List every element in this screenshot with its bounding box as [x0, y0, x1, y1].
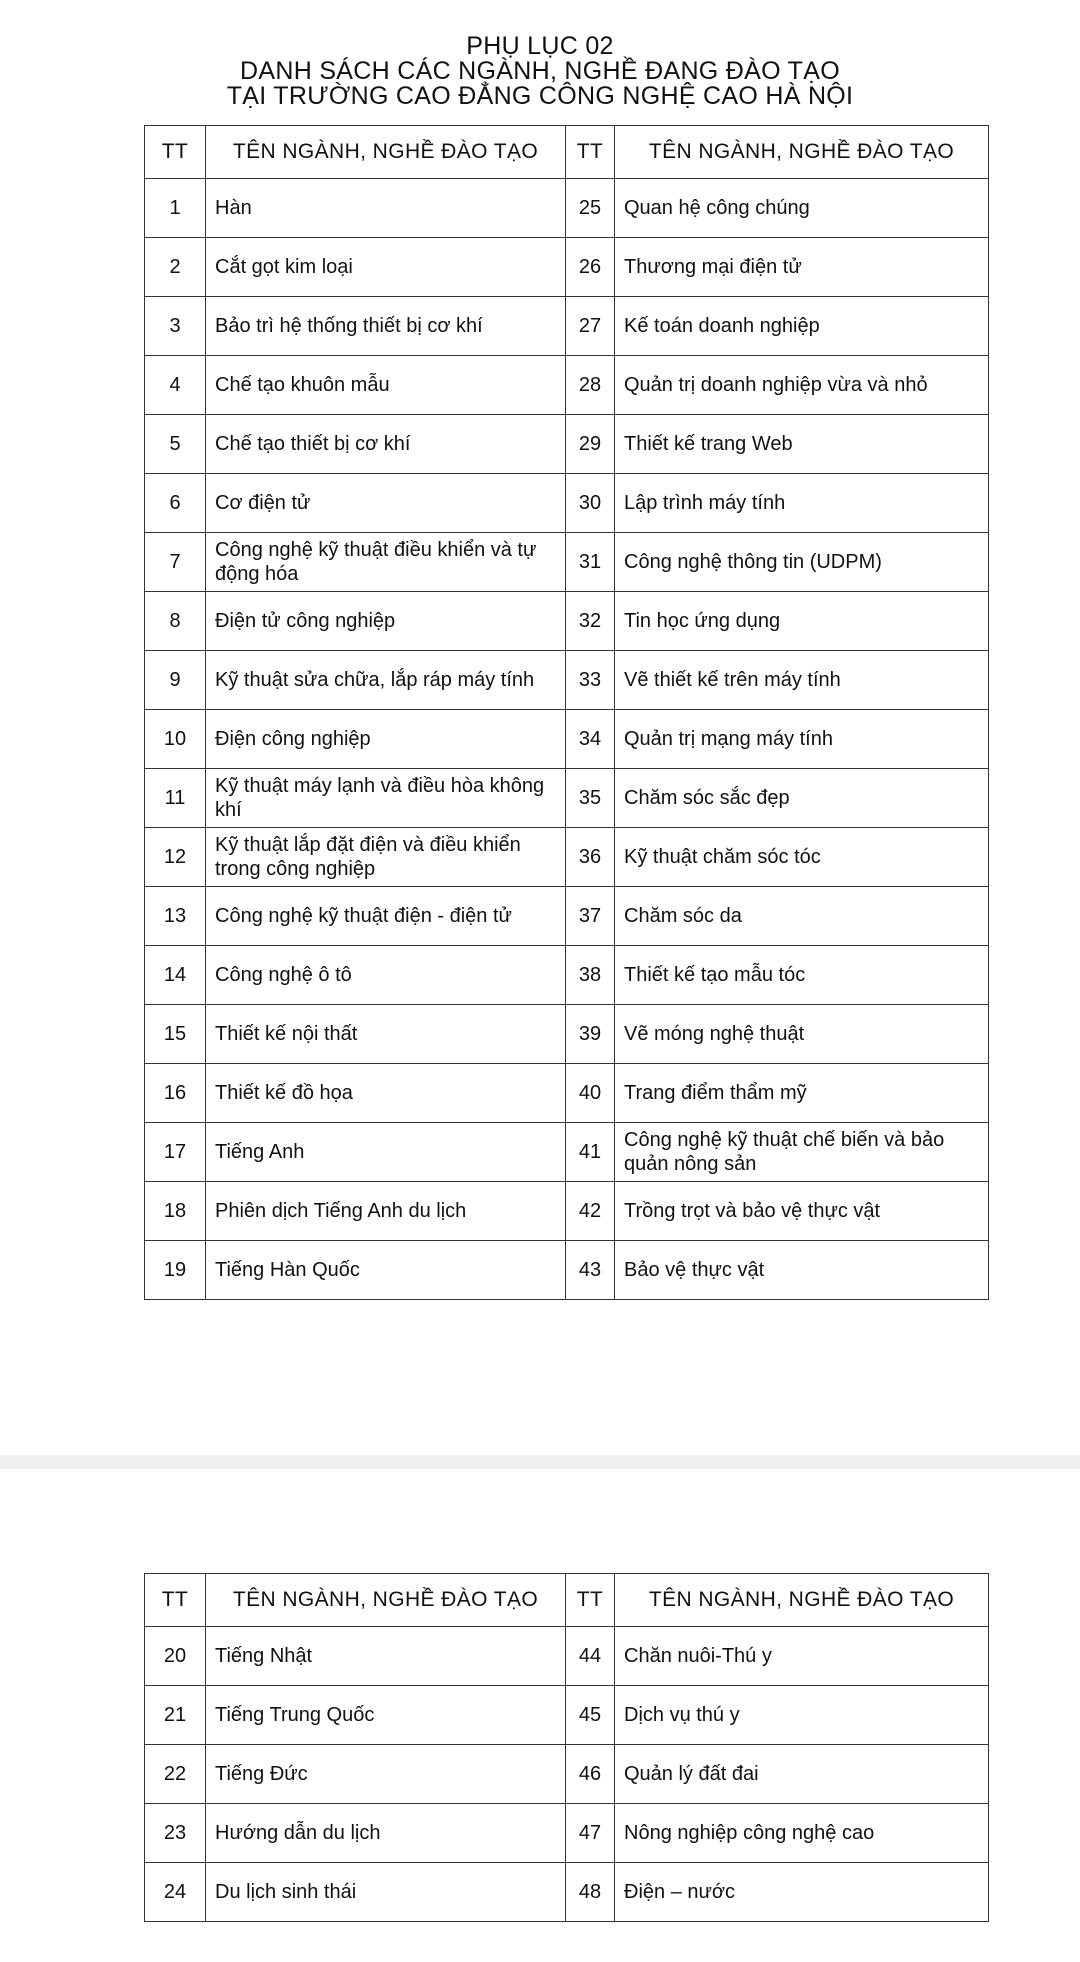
row-number-right: 41	[566, 1123, 615, 1182]
row-number-left: 13	[145, 887, 206, 946]
program-name-right: Trồng trọt và bảo vệ thực vật	[615, 1182, 989, 1241]
row-number-right: 38	[566, 946, 615, 1005]
row-number-right: 34	[566, 710, 615, 769]
row-number-right: 35	[566, 769, 615, 828]
row-number-left: 21	[145, 1686, 206, 1745]
header-name-left: TÊN NGÀNH, NGHỀ ĐÀO TẠO	[206, 1574, 566, 1627]
table-row	[145, 769, 989, 828]
program-name-right: Thương mại điện tử	[615, 238, 989, 297]
table-row	[145, 651, 989, 710]
table-row	[145, 297, 989, 356]
page-separator	[0, 1455, 1080, 1469]
program-name-left: Cơ điện tử	[206, 474, 566, 533]
program-name-left: Tiếng Hàn Quốc	[206, 1241, 566, 1300]
row-number-right: 32	[566, 592, 615, 651]
table-row	[145, 828, 989, 887]
row-number-left: 2	[145, 238, 206, 297]
program-name-left: Kỹ thuật sửa chữa, lắp ráp máy tính	[206, 651, 566, 710]
row-number-right: 26	[566, 238, 615, 297]
row-number-left: 22	[145, 1745, 206, 1804]
program-name-right: Thiết kế trang Web	[615, 415, 989, 474]
program-name-left: Thiết kế nội thất	[206, 1005, 566, 1064]
table-row	[145, 710, 989, 769]
table-row	[145, 1005, 989, 1064]
row-number-left: 18	[145, 1182, 206, 1241]
appendix-label: PHỤ LỤC 02	[466, 32, 614, 60]
row-number-left: 4	[145, 356, 206, 415]
program-name-left: Tiếng Anh	[206, 1123, 566, 1182]
row-number-right: 45	[566, 1686, 615, 1745]
program-name-right: Bảo vệ thực vật	[615, 1241, 989, 1300]
program-name-left: Bảo trì hệ thống thiết bị cơ khí	[206, 297, 566, 356]
table-row	[145, 1745, 989, 1804]
program-name-right: Kế toán doanh nghiệp	[615, 297, 989, 356]
table-row	[145, 1863, 989, 1922]
row-number-left: 6	[145, 474, 206, 533]
table-row	[145, 179, 989, 238]
program-name-left: Công nghệ kỹ thuật điện - điện tử	[206, 887, 566, 946]
row-number-left: 20	[145, 1627, 206, 1686]
program-name-right: Vẽ móng nghệ thuật	[615, 1005, 989, 1064]
program-name-left: Chế tạo thiết bị cơ khí	[206, 415, 566, 474]
row-number-left: 15	[145, 1005, 206, 1064]
table-row	[145, 238, 989, 297]
row-number-left: 14	[145, 946, 206, 1005]
program-name-left: Điện tử công nghiệp	[206, 592, 566, 651]
table-body-1	[145, 179, 989, 1300]
row-number-left: 24	[145, 1863, 206, 1922]
program-name-right: Chăn nuôi-Thú y	[615, 1627, 989, 1686]
program-name-left: Công nghệ ô tô	[206, 946, 566, 1005]
program-name-left: Tiếng Nhật	[206, 1627, 566, 1686]
program-name-left: Hàn	[206, 179, 566, 238]
row-number-right: 33	[566, 651, 615, 710]
program-name-left: Tiếng Trung Quốc	[206, 1686, 566, 1745]
list-title: DANH SÁCH CÁC NGÀNH, NGHỀ ĐANG ĐÀO TẠO	[240, 57, 840, 85]
row-number-right: 37	[566, 887, 615, 946]
table-row	[145, 1241, 989, 1300]
table-row	[145, 592, 989, 651]
table-row	[145, 533, 989, 592]
program-name-right: Nông nghiệp công nghệ cao	[615, 1804, 989, 1863]
program-name-left: Thiết kế đồ họa	[206, 1064, 566, 1123]
row-number-left: 3	[145, 297, 206, 356]
program-name-right: Công nghệ thông tin (UDPM)	[615, 533, 989, 592]
row-number-left: 5	[145, 415, 206, 474]
programs-table-2	[144, 1573, 989, 1922]
program-name-left: Kỹ thuật lắp đặt điện và điều khiển trong công nghiệp	[206, 828, 566, 887]
row-number-left: 17	[145, 1123, 206, 1182]
row-number-right: 47	[566, 1804, 615, 1863]
table-row	[145, 1627, 989, 1686]
program-name-left: Điện công nghiệp	[206, 710, 566, 769]
table-row	[145, 1686, 989, 1745]
header-tt-right: TT	[566, 1574, 615, 1627]
program-name-left: Tiếng Đức	[206, 1745, 566, 1804]
table-row	[145, 1064, 989, 1123]
program-name-left: Công nghệ kỹ thuật điều khiển và tự động hóa	[206, 533, 566, 592]
program-name-right: Chăm sóc da	[615, 887, 989, 946]
row-number-left: 16	[145, 1064, 206, 1123]
row-number-right: 42	[566, 1182, 615, 1241]
row-number-right: 28	[566, 356, 615, 415]
program-name-right: Lập trình máy tính	[615, 474, 989, 533]
row-number-left: 7	[145, 533, 206, 592]
program-name-right: Thiết kế tạo mẫu tóc	[615, 946, 989, 1005]
row-number-right: 44	[566, 1627, 615, 1686]
row-number-right: 43	[566, 1241, 615, 1300]
row-number-left: 9	[145, 651, 206, 710]
program-name-right: Tin học ứng dụng	[615, 592, 989, 651]
row-number-left: 12	[145, 828, 206, 887]
header-tt-left: TT	[145, 126, 206, 179]
program-name-right: Quản trị mạng máy tính	[615, 710, 989, 769]
table-row	[145, 1804, 989, 1863]
header-name-right: TÊN NGÀNH, NGHỀ ĐÀO TẠO	[615, 1574, 989, 1627]
row-number-right: 25	[566, 179, 615, 238]
header-tt-left: TT	[145, 1574, 206, 1627]
program-name-left: Kỹ thuật máy lạnh và điều hòa không khí	[206, 769, 566, 828]
program-name-right: Quản trị doanh nghiệp vừa và nhỏ	[615, 356, 989, 415]
header-name-right: TÊN NGÀNH, NGHỀ ĐÀO TẠO	[615, 126, 989, 179]
row-number-left: 8	[145, 592, 206, 651]
program-name-left: Phiên dịch Tiếng Anh du lịch	[206, 1182, 566, 1241]
row-number-left: 1	[145, 179, 206, 238]
table-body-2	[145, 1627, 989, 1922]
program-name-right: Quản lý đất đai	[615, 1745, 989, 1804]
program-name-right: Trang điểm thẩm mỹ	[615, 1064, 989, 1123]
table-row	[145, 887, 989, 946]
row-number-right: 40	[566, 1064, 615, 1123]
table-row	[145, 1182, 989, 1241]
table-row	[145, 1123, 989, 1182]
row-number-left: 11	[145, 769, 206, 828]
row-number-right: 30	[566, 474, 615, 533]
table-row	[145, 946, 989, 1005]
row-number-right: 46	[566, 1745, 615, 1804]
program-name-left: Chế tạo khuôn mẫu	[206, 356, 566, 415]
row-number-right: 29	[566, 415, 615, 474]
row-number-right: 48	[566, 1863, 615, 1922]
program-name-right: Dịch vụ thú y	[615, 1686, 989, 1745]
programs-table-1	[144, 125, 989, 1300]
table-row	[145, 415, 989, 474]
row-number-left: 19	[145, 1241, 206, 1300]
school-title: TẠI TRƯỜNG CAO ĐẲNG CÔNG NGHỆ CAO HÀ NỘI	[226, 82, 854, 110]
row-number-left: 23	[145, 1804, 206, 1863]
document-title	[0, 34, 1080, 109]
table-header-row	[145, 126, 989, 179]
header-name-left: TÊN NGÀNH, NGHỀ ĐÀO TẠO	[206, 126, 566, 179]
program-name-right: Quan hệ công chúng	[615, 179, 989, 238]
table-row	[145, 356, 989, 415]
program-name-right: Công nghệ kỹ thuật chế biến và bảo quản nông sản	[615, 1123, 989, 1182]
program-name-left: Hướng dẫn du lịch	[206, 1804, 566, 1863]
row-number-right: 27	[566, 297, 615, 356]
row-number-right: 39	[566, 1005, 615, 1064]
program-name-right: Vẽ thiết kế trên máy tính	[615, 651, 989, 710]
table-header-row	[145, 1574, 989, 1627]
table-row	[145, 474, 989, 533]
program-name-right: Điện – nước	[615, 1863, 989, 1922]
program-name-left: Du lịch sinh thái	[206, 1863, 566, 1922]
program-name-left: Cắt gọt kim loại	[206, 238, 566, 297]
program-name-right: Kỹ thuật chăm sóc tóc	[615, 828, 989, 887]
row-number-right: 36	[566, 828, 615, 887]
program-name-right: Chăm sóc sắc đẹp	[615, 769, 989, 828]
header-tt-right: TT	[566, 126, 615, 179]
row-number-left: 10	[145, 710, 206, 769]
row-number-right: 31	[566, 533, 615, 592]
